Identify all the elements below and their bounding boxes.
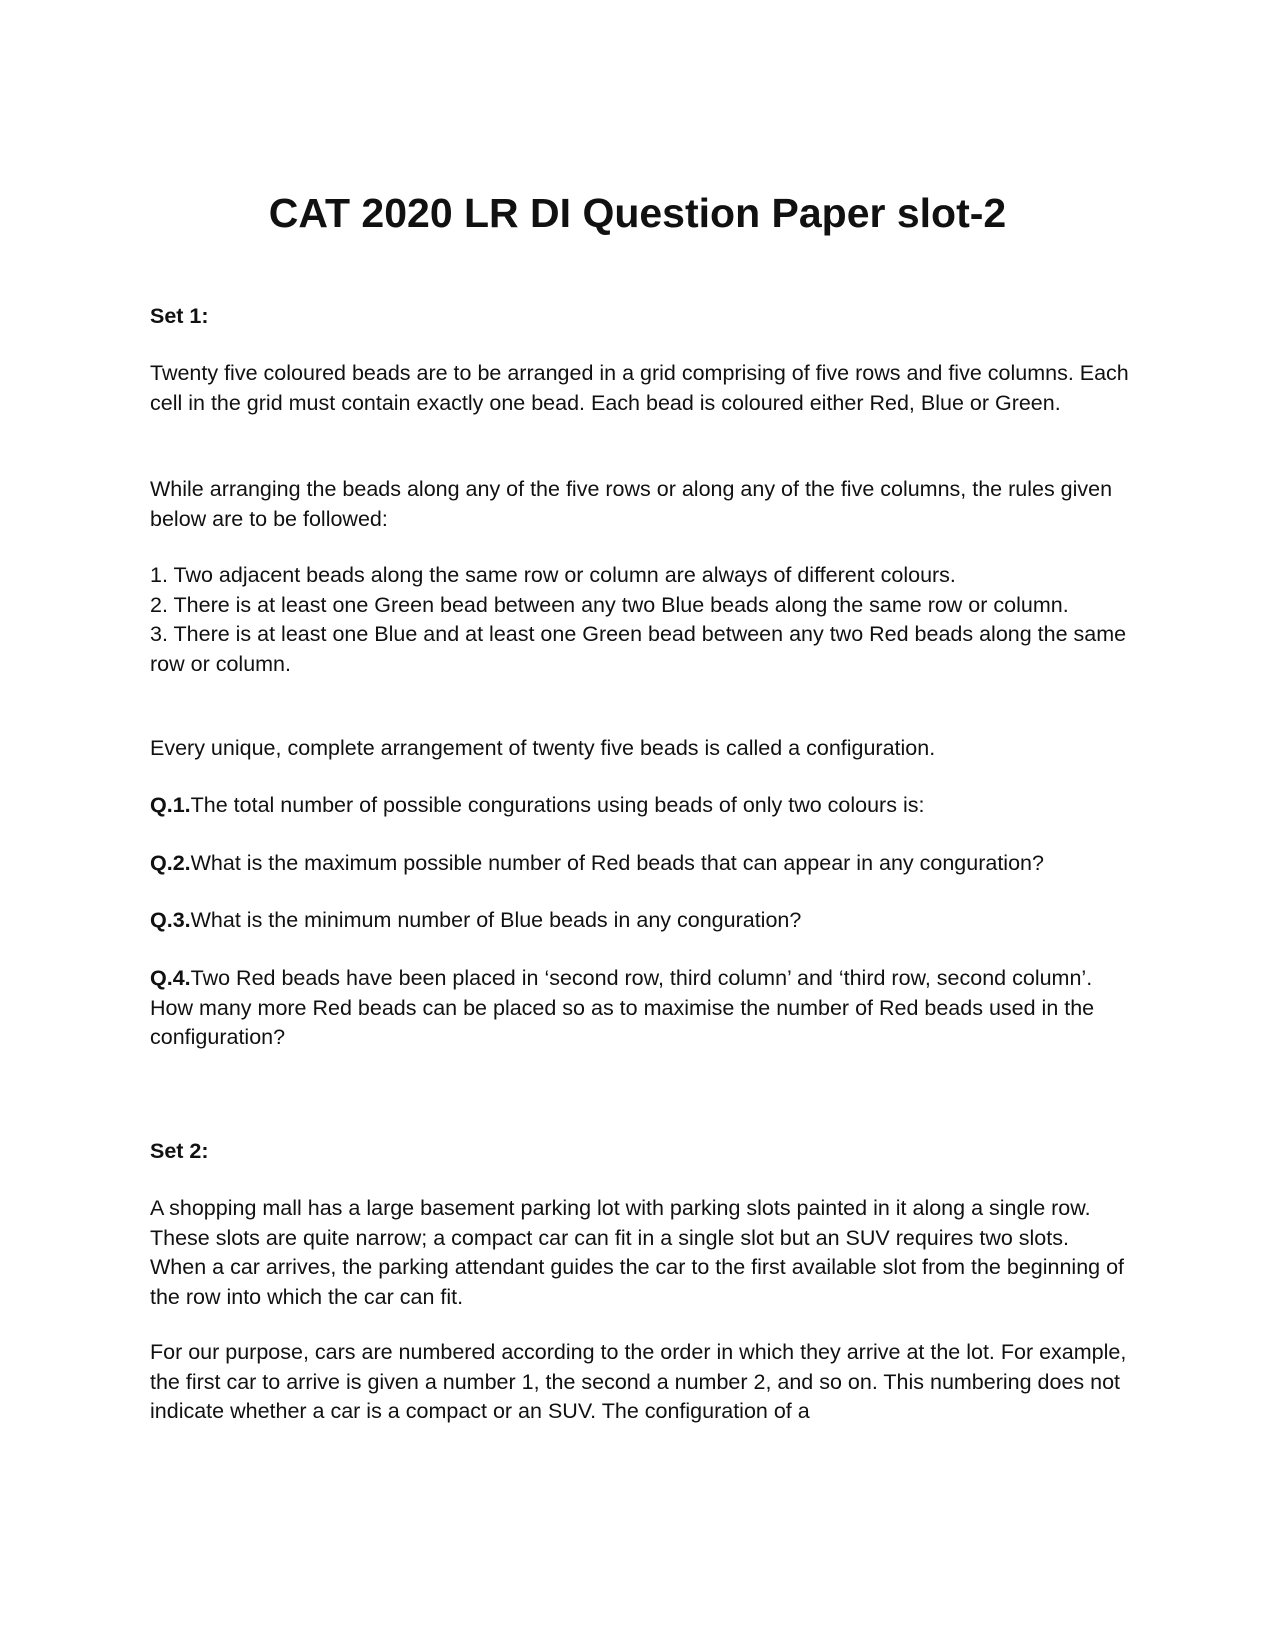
rule-2: 2. There is at least one Green bead between any two Blue beads along the same row or column. [150,592,1069,617]
question-3-text: What is the minimum number of Blue beads in any conguration? [190,908,802,932]
question-3 [150,906,1130,936]
question-3-label: Q.3. [150,908,191,932]
page-title: CAT 2020 LR DI Question Paper slot-2 [268,190,1007,236]
question-1 [150,791,1130,821]
set1-intro-paragraph: Twenty five coloured beads are to be arranged in a grid comprising of five rows and five columns. Each cell in the grid must contain exactly one bead. Each bead is coloured either Red, Blue or Green. [150,361,1129,415]
question-2-text: What is the maximum possible number of Red beads that can appear in any conguration? [190,851,1044,875]
rule-3: 3. There is at least one Blue and at least one Green bead between any two Red beads along the same row or column. [150,622,1127,676]
question-4-text: Two Red beads have been placed in ‘second row, third column’ and ‘third row, second column’. How many more Red beads can be placed so as to maximise the number of Red beads used in the configuration? [150,966,1095,1049]
set2-paragraph-2: For our purpose, cars are numbered according to the order in which they arrive at the lot. For example, the first car to arrive is given a number 1, the second a number 2, and so on. This numbering does not indicate whether a car is a compact or an SUV. The configuration of a [150,1340,1127,1423]
question-4 [150,964,1130,1053]
set1-configuration-definition: Every unique, complete arrangement of twenty five beads is called a configuration. [150,736,936,760]
question-2 [150,849,1130,879]
question-1-text: The total number of possible congurations using beads of only two colours is: [190,793,925,817]
question-1-label: Q.1. [150,793,191,817]
set2-paragraph-1: A shopping mall has a large basement parking lot with parking slots painted in it along a single row. These slots are quite narrow; a compact car can fit in a single slot but an SUV requires two slots. When a car arrives, the parking attendant guides the car to the first available slot from the beginning of the row into which the car can fit. [150,1196,1125,1309]
set1-heading: Set 1: [150,304,209,328]
rule-1: 1. Two adjacent beads along the same row or column are always of different colours. [150,563,956,587]
set1-rules-intro: While arranging the beads along any of the five rows or along any of the five columns, the rules given below are to be followed: [150,477,1113,531]
question-2-label: Q.2. [150,851,191,875]
set2-heading: Set 2: [150,1139,209,1163]
set1-rules-list [150,561,1130,679]
question-4-label: Q.4. [150,966,191,990]
